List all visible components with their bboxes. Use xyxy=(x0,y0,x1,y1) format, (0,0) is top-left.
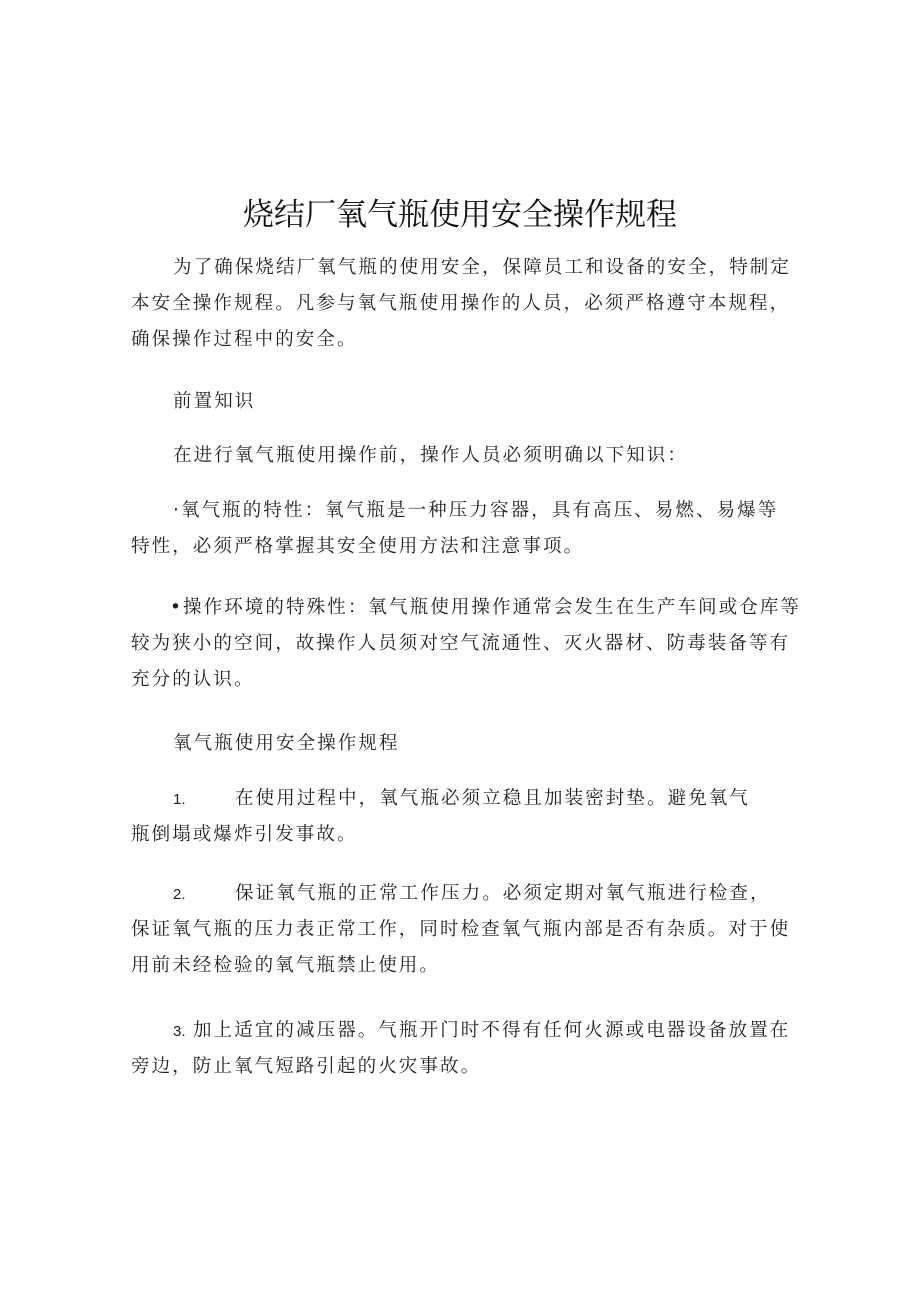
numbered-item-1 xyxy=(131,781,781,853)
intro-paragraph xyxy=(131,250,792,358)
section-heading-text: 氧气瓶使用安全操作规程 xyxy=(173,733,400,754)
intro-line: 为了确保烧结厂氧气瓶的使用安全，保障员工和设备的安全，特制定 xyxy=(173,257,792,278)
item-text: 加上适宜的减压器。气瓶开门时不得有任何火源或电器设备放置在 xyxy=(193,1020,791,1041)
bullet-line: 较为狭小的空间，故操作人员须对空气流通性、灭火器材、防毒装备等有 xyxy=(131,633,791,654)
lead-text: 在进行氧气瓶使用操作前，操作人员必须明确以下知识： xyxy=(173,445,689,466)
numbered-line: 旁边，防止氧气短路引起的火灾事故。 xyxy=(131,1056,482,1077)
bullet-item-environment xyxy=(131,590,802,698)
item-number: 1. xyxy=(173,791,186,808)
numbered-line xyxy=(131,781,781,817)
bullet-line: 特性，必须严格掌握其安全使用方法和注意事项。 xyxy=(131,536,585,557)
numbered-line: 用前未经检验的氧气瓶禁止使用。 xyxy=(131,955,441,976)
numbered-line xyxy=(131,1013,791,1049)
numbered-line: 瓶倒塌或爆炸引发事故。 xyxy=(131,824,358,845)
bullet-line: •操作环境的特殊性：氧气瓶使用操作通常会发生在生产车间或仓库等 xyxy=(170,597,802,618)
numbered-line: 保证氧气瓶的压力表正常工作，同时检查氧气瓶内部是否有杂质。对于使 xyxy=(131,919,791,940)
section-heading-procedures xyxy=(131,726,781,762)
section-heading-prerequisites xyxy=(131,384,781,420)
intro-line: 确保操作过程中的安全。 xyxy=(131,329,358,350)
bullet-line: ·氧气瓶的特性：氧气瓶是一种压力容器，具有高压、易燃、易爆等 xyxy=(173,500,779,521)
bullet-item-cylinder-properties xyxy=(131,493,781,565)
prerequisites-lead xyxy=(131,438,781,474)
bullet-line: 充分的认识。 xyxy=(131,669,255,690)
intro-line: 本安全操作规程。凡参与氧气瓶使用操作的人员，必须严格遵守本规程， xyxy=(131,293,791,314)
document-title: 烧结厂氧气瓶使用安全操作规程 xyxy=(243,197,677,233)
numbered-item-3 xyxy=(131,1013,791,1085)
item-text: 保证氧气瓶的正常工作压力。必须定期对氧气瓶进行检查， xyxy=(235,883,771,904)
numbered-line xyxy=(131,876,781,912)
item-number: 2. xyxy=(173,886,186,903)
item-number: 3. xyxy=(173,1023,186,1040)
item-text: 在使用过程中，氧气瓶必须立稳且加装密封垫。避免氧气 xyxy=(235,788,751,809)
numbered-item-2 xyxy=(131,876,791,984)
section-heading-text: 前置知识 xyxy=(173,391,256,412)
